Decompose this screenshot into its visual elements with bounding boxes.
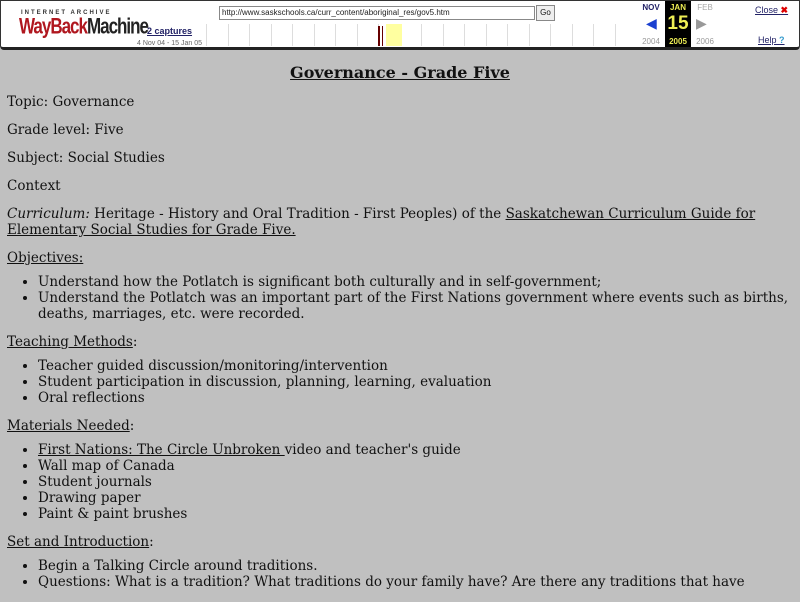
capture-mark[interactable] <box>378 26 380 46</box>
objectives-list <box>7 274 790 322</box>
curriculum-guide-link[interactable]: Saskatchewan Curriculum Guide for Elementary Social Studies for Grade Five. <box>7 206 756 238</box>
captures-link[interactable]: 2 captures <box>147 26 193 36</box>
next-arrow-icon: ▶ <box>696 15 707 31</box>
current-capture-highlight <box>386 24 402 46</box>
prev-month-link[interactable]: NOV <box>642 3 660 12</box>
current-date <box>665 1 691 47</box>
current-month: JAN <box>669 3 686 12</box>
list-item: • Paint & paint brushes <box>38 506 790 522</box>
list-item: • Understand how the Potlatch is significant both culturally and in self-government; <box>38 274 790 290</box>
objectives-heading: Objectives: <box>7 250 84 266</box>
list-item: • Questions: What is a tradition? What traditions do your family have? Are there any traditions that have <box>38 574 790 590</box>
video-link[interactable]: First Nations: The Circle Unbroken <box>38 442 285 458</box>
list-item: • Drawing paper <box>38 490 790 506</box>
list-item: • Oral reflections <box>38 390 790 406</box>
list-item: • Begin a Talking Circle around traditions. <box>38 558 790 574</box>
capture-timeline[interactable] <box>206 24 636 46</box>
logo-caption: INTERNET ARCHIVE <box>21 10 112 16</box>
set-list <box>7 558 790 590</box>
list-item: • Student participation in discussion, planning, learning, evaluation <box>38 374 790 390</box>
curriculum: Curriculum: Heritage - History and Oral Tradition - First Peoples) of the Saskatchewan Curriculum Guide for Elementary Social Studies for Grade Five. <box>7 206 756 238</box>
wayback-toolbar <box>0 0 800 50</box>
list-item: • Understand the Potlatch was an important part of the First Nations government where events such as births, deaths, marriages, etc. were recorded. <box>38 290 790 322</box>
capture-range: 4 Nov 04 - 15 Jan 05 <box>137 40 202 47</box>
grade-level: Grade level: Five <box>7 122 124 138</box>
list-item: • First Nations: The Circle Unbroken video and teacher's guide <box>38 442 790 458</box>
prev-arrow-icon[interactable]: ◀ <box>646 15 657 31</box>
topic: Topic: Governance <box>7 94 135 110</box>
prev-year: 2004 <box>642 37 660 46</box>
list-item: • Student journals <box>38 474 790 490</box>
url-input[interactable]: http://www.saskschools.ca/curr_content/aboriginal_res/gov5.htm <box>219 6 535 20</box>
teaching-list <box>7 358 790 406</box>
lesson-content: Topic: Governance Grade level: Five Subject: Social Studies Context Curriculum: Heritage - History and Oral Tradition - First Peoples) of the Saskatchewan Curriculum Guide for Elementary Social Studies for Grade Five. Objectives: • Understand how the Potlatch is significant both culturally and in self-government; • Understand the Potlatch was an important part of the First Nations government where events such as births, deaths, marriages, etc. were recorded. Teaching Methods: • Teacher guided discussion/monitoring/intervention • Student participation in discussion, planning, learning, evaluation • Oral reflections Materials Needed: • First Nations: The Circle Unbroken video and teacher's guide • Wall map of Canada • Student journals • Drawing paper • Paint & paint brushes Set and Introduction: • Begin a Talking Circle around traditions. • Questions: What is a tradition? What traditions do your family have? Are there any traditions that have <box>7 94 790 602</box>
list-item: • Wall map of Canada <box>38 458 790 474</box>
set-introduction-heading: Set and Introduction <box>7 534 150 550</box>
page-title: Governance - Grade Five <box>290 63 510 82</box>
help-icon: ? <box>779 35 785 45</box>
materials-list <box>7 442 790 522</box>
help-link[interactable]: Help ? <box>758 35 785 45</box>
capture-mark[interactable] <box>382 26 383 46</box>
close-link[interactable]: Close ✖ <box>755 5 789 15</box>
teaching-methods-heading: Teaching Methods <box>7 334 133 350</box>
current-year: 2005 <box>669 37 687 46</box>
context-heading: Context <box>7 178 61 194</box>
subject: Subject: Social Studies <box>7 150 165 166</box>
go-button[interactable]: Go <box>536 5 555 21</box>
close-icon: ✖ <box>780 5 789 15</box>
current-day: 15 <box>667 13 689 34</box>
list-item: • Teacher guided discussion/monitoring/intervention <box>38 358 790 374</box>
materials-heading: Materials Needed <box>7 418 130 434</box>
wayback-logo[interactable]: WayBackMachine <box>19 14 148 39</box>
next-month: FEB <box>697 3 713 12</box>
next-year: 2006 <box>696 37 714 46</box>
